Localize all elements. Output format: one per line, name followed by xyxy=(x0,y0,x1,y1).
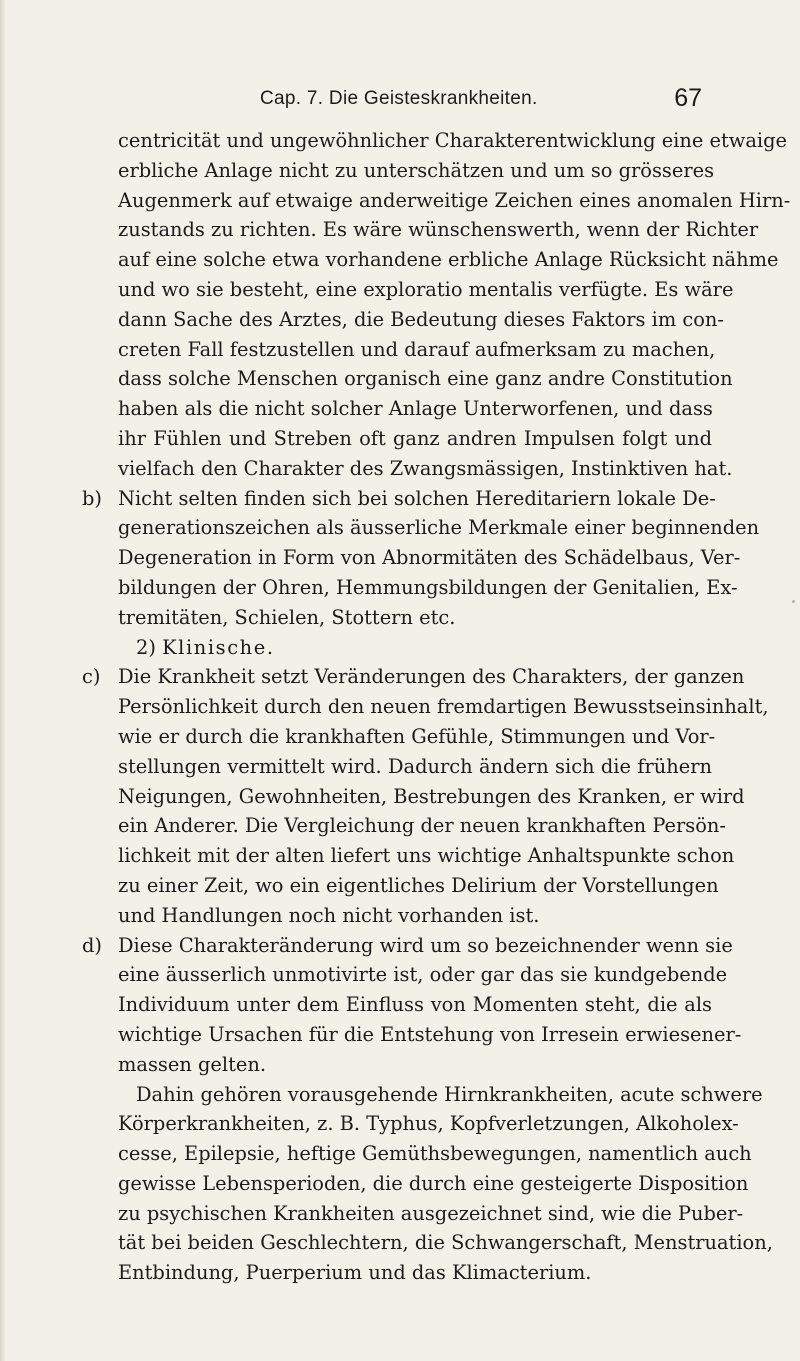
line-text: tät bei beiden Geschlechtern, die Schwangerschaft, Menstruation, xyxy=(118,1231,773,1255)
text-line xyxy=(82,901,712,931)
line-text: Entbindung, Puerperium und das Klimacterium. xyxy=(118,1261,592,1285)
line-text: gewisse Lebensperioden, die durch eine gesteigerte Disposition xyxy=(118,1171,749,1195)
running-head: Cap. 7. Die Geisteskrankheiten. xyxy=(260,88,538,109)
text-line xyxy=(82,335,716,365)
scan-speck xyxy=(792,600,795,603)
section-heading xyxy=(82,633,712,663)
text-line xyxy=(82,1199,744,1229)
heading-word: Klinische. xyxy=(162,635,275,659)
heading-number: 2) xyxy=(136,635,163,659)
line-text: Neigungen, Gewohnheiten, Bestrebungen des Kranken, er wird xyxy=(118,784,745,808)
line-text: zustands zu richten. Es wäre wünschenswerth, wenn der Richter xyxy=(118,218,759,242)
text-line xyxy=(82,454,733,484)
text-line xyxy=(82,1228,773,1258)
text-line xyxy=(82,633,712,663)
line-text: Augenmerk auf etwaige anderweitige Zeichen eines anomalen Hirn- xyxy=(118,188,791,212)
line-text: wichtige Ursachen für die Entstehung von Irresein erwiesener- xyxy=(118,1022,742,1046)
text-line xyxy=(82,692,769,722)
text-line xyxy=(82,484,716,514)
line-text: vielfach den Charakter des Zwangsmässigen, Instinktiven hat. xyxy=(118,456,733,480)
text-line xyxy=(82,752,712,782)
line-text: Dahin gehören vorausgehende Hirnkrankheiten, acute schwere xyxy=(136,1082,763,1106)
text-line xyxy=(82,782,745,812)
line-text: centricität und ungewöhnlicher Charakterentwicklung eine etwaige xyxy=(118,129,788,152)
line-text: dann Sache des Arztes, die Bedeutung dieses Faktors im con- xyxy=(118,307,724,331)
page-number: 67 xyxy=(674,84,702,112)
line-text: generationszeichen als äusserliche Merkmale einer beginnenden xyxy=(118,516,760,540)
line-text: Degeneration in Form von Abnormitäten des Schädelbaus, Ver- xyxy=(118,546,741,570)
text-line xyxy=(82,1050,712,1080)
line-text: dass solche Menschen organisch eine ganz andre Constitution xyxy=(118,367,733,391)
line-text: zu psychischen Krankheiten ausgezeichnet sind, wie die Puber- xyxy=(118,1201,744,1225)
scan-edge-shadow xyxy=(0,0,6,1361)
line-text: auf eine solche etwa vorhandene erbliche Anlage Rücksicht nähme xyxy=(118,248,779,272)
text-line xyxy=(82,1080,763,1110)
line-text: haben als die nicht solcher Anlage Unterworfenen, und dass xyxy=(118,397,713,421)
line-text: tremitäten, Schielen, Stottern etc. xyxy=(118,605,456,629)
line-text: Nicht selten finden sich bei solchen Hereditariern lokale De- xyxy=(118,486,716,510)
line-text: ihr Fühlen und Streben oft ganz andren Impulsen folgt und xyxy=(118,426,712,450)
line-text: bildungen der Ohren, Hemmungsbildungen der Genitalien, Ex- xyxy=(118,575,738,599)
text-line xyxy=(82,1258,712,1288)
line-text: und Handlungen noch nicht vorhanden ist. xyxy=(118,903,540,927)
text-line xyxy=(82,603,712,633)
line-text: creten Fall festzustellen und darauf aufmerksam zu machen, xyxy=(118,337,716,361)
text-line xyxy=(82,811,726,841)
list-marker: b) xyxy=(82,486,102,510)
list-marker: d) xyxy=(82,933,102,957)
text-line xyxy=(82,275,734,305)
text-line xyxy=(82,1109,739,1139)
text-line xyxy=(82,931,733,961)
text-line xyxy=(82,1169,749,1199)
text-line xyxy=(82,513,760,543)
text-line xyxy=(82,245,779,275)
page-header xyxy=(88,84,708,118)
line-text: cesse, Epilepsie, heftige Gemüthsbewegungen, namentlich auch xyxy=(118,1142,752,1166)
text-line xyxy=(82,573,738,603)
text-line xyxy=(82,215,759,245)
line-text: und wo sie besteht, eine exploratio mentalis verfügte. Es wäre xyxy=(118,277,734,301)
text-line xyxy=(82,364,733,394)
text-line xyxy=(82,543,741,573)
line-text: ein Anderer. Die Vergleichung der neuen krankhaften Persön- xyxy=(118,814,726,838)
text-line xyxy=(82,871,719,901)
line-text: Die Krankheit setzt Veränderungen des Charakters, der ganzen xyxy=(118,665,745,689)
text-line xyxy=(82,990,712,1020)
text-line xyxy=(82,394,712,424)
text-line xyxy=(82,424,712,454)
line-text: wie er durch die krankhaften Gefühle, Stimmungen und Vor- xyxy=(118,724,716,748)
text-line xyxy=(82,722,716,752)
text-line xyxy=(82,662,745,692)
text-line xyxy=(82,1020,742,1050)
line-text: stellungen vermittelt wird. Dadurch ändern sich die frühern xyxy=(118,754,712,778)
list-marker: c) xyxy=(82,665,101,689)
text-line xyxy=(82,156,715,186)
line-text: Individuum unter dem Einfluss von Momenten steht, die als xyxy=(118,993,712,1017)
text-line xyxy=(82,960,728,990)
text-line xyxy=(82,126,788,156)
text-line xyxy=(82,1139,752,1169)
line-text: erbliche Anlage nicht zu unterschätzen und um so grösseres xyxy=(118,158,715,182)
line-text: massen gelten. xyxy=(118,1052,266,1076)
line-text: eine äusserlich unmotivirte ist, oder gar das sie kundgebende xyxy=(118,963,728,987)
line-text: Körperkrankheiten, z. B. Typhus, Kopfverletzungen, Alkoholex- xyxy=(118,1112,739,1136)
body-text xyxy=(82,126,791,1288)
line-text: Persönlichkeit durch den neuen fremdartigen Bewusstseinsinhalt, xyxy=(118,695,769,719)
line-text: lichkeit mit der alten liefert uns wichtige Anhaltspunkte schon xyxy=(118,844,735,868)
text-line xyxy=(82,841,735,871)
text-line xyxy=(82,186,791,216)
text-line xyxy=(82,305,724,335)
line-text: Diese Charakteränderung wird um so bezeichnender wenn sie xyxy=(118,933,733,957)
line-text: zu einer Zeit, wo ein eigentliches Delirium der Vorstellungen xyxy=(118,873,719,897)
